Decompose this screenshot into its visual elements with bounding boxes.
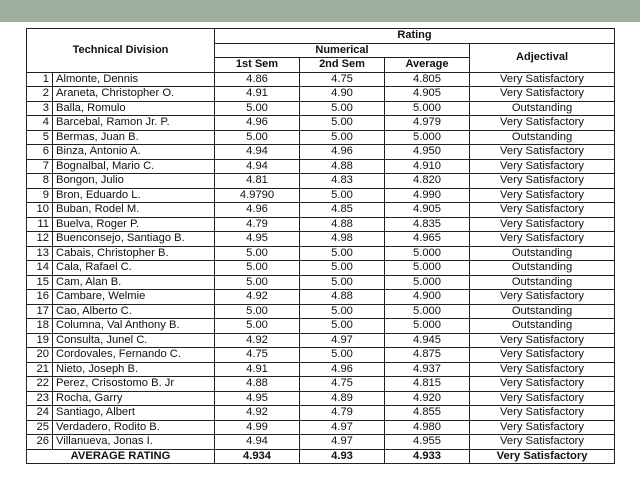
rating-2nd-sem: 5.00 <box>300 101 385 116</box>
rating-adjectival: Very Satisfactory <box>470 87 615 102</box>
rating-2nd-sem: 4.96 <box>300 145 385 160</box>
header-rating: Rating <box>215 29 615 44</box>
rating-2nd-sem: 5.00 <box>300 116 385 131</box>
rating-average: 4.950 <box>385 145 470 160</box>
rating-average: 4.920 <box>385 391 470 406</box>
rating-1st-sem: 5.00 <box>215 275 300 290</box>
employee-name: Balla, Romulo <box>53 101 215 116</box>
table-row <box>27 159 615 174</box>
header-technical-division: Technical Division <box>27 29 215 73</box>
table-row <box>27 319 615 334</box>
table-row <box>27 333 615 348</box>
rating-adjectival: Very Satisfactory <box>470 362 615 377</box>
table-row <box>27 72 615 87</box>
top-band <box>0 0 640 22</box>
employee-name: Cordovales, Fernando C. <box>53 348 215 363</box>
rating-2nd-sem: 4.89 <box>300 391 385 406</box>
rating-average: 4.945 <box>385 333 470 348</box>
table-row <box>27 174 615 189</box>
rating-2nd-sem: 4.96 <box>300 362 385 377</box>
table-row <box>27 116 615 131</box>
row-number: 17 <box>27 304 53 319</box>
table-row <box>27 246 615 261</box>
table-row <box>27 362 615 377</box>
table-row <box>27 348 615 363</box>
table-row <box>27 130 615 145</box>
rating-2nd-sem: 4.97 <box>300 420 385 435</box>
rating-adjectival: Very Satisfactory <box>470 174 615 189</box>
row-number: 7 <box>27 159 53 174</box>
row-number: 12 <box>27 232 53 247</box>
table-header <box>27 29 615 73</box>
rating-1st-sem: 5.00 <box>215 319 300 334</box>
employee-name: Bron, Eduardo L. <box>53 188 215 203</box>
rating-average: 4.820 <box>385 174 470 189</box>
employee-name: Cam, Alan B. <box>53 275 215 290</box>
average-2nd-sem: 4.93 <box>300 449 385 464</box>
row-number: 11 <box>27 217 53 232</box>
row-number: 24 <box>27 406 53 421</box>
rating-1st-sem: 4.94 <box>215 145 300 160</box>
rating-average: 4.905 <box>385 87 470 102</box>
employee-name: Araneta, Christopher O. <box>53 87 215 102</box>
rating-2nd-sem: 4.79 <box>300 406 385 421</box>
rating-adjectival: Very Satisfactory <box>470 232 615 247</box>
rating-average: 4.980 <box>385 420 470 435</box>
row-number: 8 <box>27 174 53 189</box>
ratings-table-container <box>26 28 614 464</box>
employee-name: Columna, Val Anthony B. <box>53 319 215 334</box>
table-row <box>27 377 615 392</box>
rating-average: 4.835 <box>385 217 470 232</box>
employee-name: Cala, Rafael C. <box>53 261 215 276</box>
rating-average: 5.000 <box>385 101 470 116</box>
table-row <box>27 203 615 218</box>
row-number: 5 <box>27 130 53 145</box>
row-number: 3 <box>27 101 53 116</box>
rating-average: 4.910 <box>385 159 470 174</box>
rating-average: 4.805 <box>385 72 470 87</box>
rating-adjectival: Very Satisfactory <box>470 290 615 305</box>
rating-average: 4.955 <box>385 435 470 450</box>
table-row <box>27 420 615 435</box>
row-number: 25 <box>27 420 53 435</box>
rating-1st-sem: 4.96 <box>215 203 300 218</box>
rating-adjectival: Very Satisfactory <box>470 188 615 203</box>
rating-2nd-sem: 4.97 <box>300 333 385 348</box>
rating-2nd-sem: 4.97 <box>300 435 385 450</box>
table-row <box>27 87 615 102</box>
row-number: 6 <box>27 145 53 160</box>
rating-adjectival: Very Satisfactory <box>470 406 615 421</box>
rating-average: 5.000 <box>385 304 470 319</box>
employee-name: Cao, Alberto C. <box>53 304 215 319</box>
average-rating-label: AVERAGE RATING <box>27 449 215 464</box>
table-row <box>27 290 615 305</box>
employee-name: Bognalbal, Mario C. <box>53 159 215 174</box>
rating-1st-sem: 4.94 <box>215 159 300 174</box>
rating-average: 4.979 <box>385 116 470 131</box>
employee-name: Perez, Crisostomo B. Jr <box>53 377 215 392</box>
row-number: 4 <box>27 116 53 131</box>
rating-adjectival: Outstanding <box>470 275 615 290</box>
average-1st-sem: 4.934 <box>215 449 300 464</box>
rating-2nd-sem: 4.88 <box>300 290 385 305</box>
rating-1st-sem: 4.91 <box>215 362 300 377</box>
rating-1st-sem: 5.00 <box>215 246 300 261</box>
rating-1st-sem: 4.99 <box>215 420 300 435</box>
rating-1st-sem: 4.88 <box>215 377 300 392</box>
row-number: 9 <box>27 188 53 203</box>
rating-2nd-sem: 4.88 <box>300 217 385 232</box>
rating-adjectival: Very Satisfactory <box>470 348 615 363</box>
rating-average: 4.855 <box>385 406 470 421</box>
rating-2nd-sem: 5.00 <box>300 319 385 334</box>
rating-2nd-sem: 5.00 <box>300 246 385 261</box>
rating-1st-sem: 4.92 <box>215 290 300 305</box>
employee-name: Buelva, Roger P. <box>53 217 215 232</box>
table-row <box>27 275 615 290</box>
row-number: 16 <box>27 290 53 305</box>
employee-name: Rocha, Garry <box>53 391 215 406</box>
row-number: 23 <box>27 391 53 406</box>
rating-2nd-sem: 4.83 <box>300 174 385 189</box>
rating-average: 4.965 <box>385 232 470 247</box>
employee-name: Nieto, Joseph B. <box>53 362 215 377</box>
rating-average: 4.875 <box>385 348 470 363</box>
employee-name: Verdadero, Rodito B. <box>53 420 215 435</box>
rating-1st-sem: 4.81 <box>215 174 300 189</box>
rating-1st-sem: 4.91 <box>215 87 300 102</box>
rating-1st-sem: 4.92 <box>215 406 300 421</box>
table-row <box>27 232 615 247</box>
row-number: 13 <box>27 246 53 261</box>
employee-name: Bermas, Juan B. <box>53 130 215 145</box>
employee-name: Santiago, Albert <box>53 406 215 421</box>
rating-adjectival: Very Satisfactory <box>470 333 615 348</box>
rating-1st-sem: 5.00 <box>215 304 300 319</box>
row-number: 22 <box>27 377 53 392</box>
rating-2nd-sem: 5.00 <box>300 304 385 319</box>
rating-average: 5.000 <box>385 130 470 145</box>
rating-adjectival: Very Satisfactory <box>470 435 615 450</box>
rating-adjectival: Very Satisfactory <box>470 159 615 174</box>
rating-1st-sem: 4.92 <box>215 333 300 348</box>
table-row <box>27 261 615 276</box>
average-rating-row <box>27 449 615 464</box>
row-number: 2 <box>27 87 53 102</box>
table-row <box>27 435 615 450</box>
header-adjectival: Adjectival <box>470 43 615 72</box>
rating-1st-sem: 5.00 <box>215 130 300 145</box>
rating-adjectival: Outstanding <box>470 261 615 276</box>
rating-2nd-sem: 5.00 <box>300 130 385 145</box>
table-row <box>27 406 615 421</box>
rating-2nd-sem: 5.00 <box>300 348 385 363</box>
table-row <box>27 217 615 232</box>
rating-adjectival: Outstanding <box>470 304 615 319</box>
rating-average: 4.900 <box>385 290 470 305</box>
rating-2nd-sem: 4.75 <box>300 377 385 392</box>
rating-adjectival: Very Satisfactory <box>470 217 615 232</box>
header-2nd-sem: 2nd Sem <box>300 58 385 73</box>
rating-average: 5.000 <box>385 261 470 276</box>
rating-adjectival: Outstanding <box>470 101 615 116</box>
rating-adjectival: Very Satisfactory <box>470 203 615 218</box>
header-average: Average <box>385 58 470 73</box>
table-row <box>27 391 615 406</box>
rating-1st-sem: 4.86 <box>215 72 300 87</box>
row-number: 26 <box>27 435 53 450</box>
rating-1st-sem: 4.95 <box>215 391 300 406</box>
rating-adjectival: Very Satisfactory <box>470 145 615 160</box>
rating-2nd-sem: 4.85 <box>300 203 385 218</box>
rating-2nd-sem: 4.90 <box>300 87 385 102</box>
rating-adjectival: Very Satisfactory <box>470 116 615 131</box>
rating-1st-sem: 4.95 <box>215 232 300 247</box>
rating-average: 4.937 <box>385 362 470 377</box>
header-numerical: Numerical <box>215 43 470 58</box>
employee-name: Cabais, Christopher B. <box>53 246 215 261</box>
rating-average: 4.815 <box>385 377 470 392</box>
rating-1st-sem: 4.94 <box>215 435 300 450</box>
row-number: 21 <box>27 362 53 377</box>
rating-1st-sem: 4.9790 <box>215 188 300 203</box>
rating-2nd-sem: 5.00 <box>300 261 385 276</box>
employee-name: Cambare, Welmie <box>53 290 215 305</box>
table-row <box>27 145 615 160</box>
employee-name: Bongon, Julio <box>53 174 215 189</box>
table-body <box>27 72 615 464</box>
row-number: 15 <box>27 275 53 290</box>
table-row <box>27 304 615 319</box>
rating-2nd-sem: 4.98 <box>300 232 385 247</box>
rating-1st-sem: 5.00 <box>215 261 300 276</box>
rating-average: 4.990 <box>385 188 470 203</box>
average-average: 4.933 <box>385 449 470 464</box>
ratings-table <box>26 28 615 464</box>
employee-name: Buenconsejo, Santiago B. <box>53 232 215 247</box>
row-number: 20 <box>27 348 53 363</box>
rating-adjectival: Outstanding <box>470 319 615 334</box>
table-row <box>27 188 615 203</box>
rating-2nd-sem: 4.88 <box>300 159 385 174</box>
rating-average: 4.905 <box>385 203 470 218</box>
rating-adjectival: Very Satisfactory <box>470 377 615 392</box>
rating-adjectival: Very Satisfactory <box>470 72 615 87</box>
rating-1st-sem: 4.79 <box>215 217 300 232</box>
rating-1st-sem: 4.75 <box>215 348 300 363</box>
rating-adjectival: Very Satisfactory <box>470 420 615 435</box>
employee-name: Barcebal, Ramon Jr. P. <box>53 116 215 131</box>
employee-name: Almonte, Dennis <box>53 72 215 87</box>
header-1st-sem: 1st Sem <box>215 58 300 73</box>
table-row <box>27 101 615 116</box>
rating-average: 5.000 <box>385 246 470 261</box>
rating-2nd-sem: 5.00 <box>300 188 385 203</box>
rating-1st-sem: 5.00 <box>215 101 300 116</box>
rating-2nd-sem: 4.75 <box>300 72 385 87</box>
rating-adjectival: Outstanding <box>470 130 615 145</box>
rating-1st-sem: 4.96 <box>215 116 300 131</box>
employee-name: Binza, Antonio A. <box>53 145 215 160</box>
average-adjectival: Very Satisfactory <box>470 449 615 464</box>
rating-adjectival: Very Satisfactory <box>470 391 615 406</box>
rating-average: 5.000 <box>385 319 470 334</box>
rating-adjectival: Outstanding <box>470 246 615 261</box>
employee-name: Buban, Rodel M. <box>53 203 215 218</box>
row-number: 18 <box>27 319 53 334</box>
row-number: 1 <box>27 72 53 87</box>
rating-average: 5.000 <box>385 275 470 290</box>
row-number: 10 <box>27 203 53 218</box>
rating-2nd-sem: 5.00 <box>300 275 385 290</box>
row-number: 14 <box>27 261 53 276</box>
row-number: 19 <box>27 333 53 348</box>
employee-name: Villanueva, Jonas I. <box>53 435 215 450</box>
employee-name: Consulta, Junel C. <box>53 333 215 348</box>
